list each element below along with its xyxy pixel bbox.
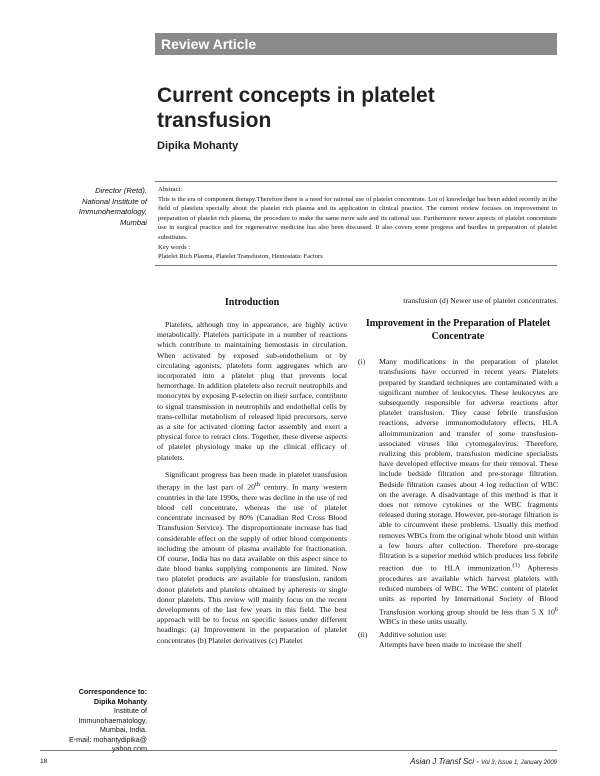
intro-paragraph-2 bbox=[157, 470, 347, 646]
journal-volume: Vol 3, Issue 1, January 2009 bbox=[481, 760, 557, 766]
item-number: (i) bbox=[358, 357, 366, 367]
item-text bbox=[379, 630, 558, 650]
correspondence-name: Dipika Mohanty bbox=[93, 696, 147, 706]
abstract-text: This is the era of component therapy.Therefore there is a need for rational use of platelet concentrate. Lot of knowledge has been added recently in the field of platelets specially about the platelet rich plasma and its application in clinical practice. The current review focuses on improvement in preparation of platelet rich plasma, the procedure to make the same more safe and its rational use. Furthermore newer aspects of platelet concentrate use in surgical practice and for regenerative medicine has also been discussed. It also covers some progress and hurdles in preparation of platelet substitutes. bbox=[158, 195, 557, 241]
journal-name: Asian J Transf Sci - bbox=[410, 757, 482, 766]
correspondence-email: E-mail: mohantydipika@ bbox=[68, 734, 147, 744]
correspondence-email-domain: yahoo.com bbox=[111, 744, 147, 753]
list-item bbox=[358, 357, 558, 627]
intro-paragraph-1: Platelets, although tiny in appearance, are highly active metabolically. Platelets participate in a number of reactions which contribute to maintaining hemostasis in circulation. When activated by exposed sub-endothelium or by circulating agonists, platelets form aggregates which are incorporated into a platelet plug that prevents local hemorrhage. In addition platelets also recruit neutrophils and monocytes by exposing P-selectin on their surface, contribute to signal transmission in neutrophils and endothelial cells by trans-cellular metabolism of released lipid precursors, serve as a site for activated clotting factor assembly and exert a physical force to retract clots. Together, these diverse aspects of platelet physiology make up the clinical efficacy of platelets. bbox=[157, 320, 347, 462]
item2-label: Additive solution use: bbox=[379, 629, 447, 639]
page-footer bbox=[40, 750, 557, 766]
correspondence-label: Correspondence to: bbox=[78, 687, 147, 696]
intro-p2-text-a: Significant progress has been made in platelet transfusion therapy in the last part of 20 bbox=[157, 469, 347, 492]
correspondence-line: Immunohaematology, bbox=[78, 715, 147, 725]
item1-text-a: Many modifications in the preparation of platelet transfusions have occurred in recent years. Platelets prepared by standard techniques are contaminated with a significant number of leukocytes. These leukocytes are subsequently responsible for adverse reactions after platelet transfusion. They cause febrile transfusion reactions, adverse immunomodulatory effects, HLA alloimmunization and transfer of some transfusion-associated viruses like cytomegalovirus. Therefore, realizing this problem, transfusion medicine specialists have developed effective means for their removal. These include bedside filtration and pre-storage filtration. Bedside filtration causes about 4 log reduction of WBC on the average. A disadvantage of this method is that it does not remove cytokines or the WBC fragments released during storage. However, pre-storage filtration is able to circumvent these problems. Usually this method removes WBCs from the original whole blood unit within a few hours after collection. Therefore pre-storage filtration is a superior method which produces less febrile reaction due to HLA immunization. bbox=[379, 357, 558, 573]
page-number: 18 bbox=[40, 758, 48, 765]
section-label: Review Article bbox=[161, 36, 257, 52]
affiliation-line: Immunohematology, bbox=[78, 207, 147, 216]
item2-text: Attempts have been made to increase the shelf bbox=[379, 639, 522, 649]
author-affiliation bbox=[60, 186, 147, 228]
correspondence-line: Institute of bbox=[113, 706, 147, 715]
left-column bbox=[157, 296, 347, 653]
keywords-label: Key words : bbox=[158, 243, 191, 251]
affiliation-line: Mumbai bbox=[119, 217, 147, 227]
keywords-text: Platelet Rich Plasma, Platelet Transfusion, Hemostatic Factors bbox=[158, 253, 323, 261]
correspondence-line: Mumbai, India. bbox=[99, 725, 147, 734]
list-item bbox=[358, 630, 558, 650]
exponent-superscript: 6 bbox=[554, 605, 558, 613]
introduction-heading: Introduction bbox=[224, 297, 280, 308]
right-column-lead: transfusion (d) Newer use of platelet concentrates. bbox=[403, 296, 558, 305]
right-column bbox=[358, 296, 558, 652]
section-banner bbox=[155, 33, 557, 55]
item-number: (ii) bbox=[358, 629, 368, 639]
item-text bbox=[379, 357, 558, 627]
abstract-label: Abstract: bbox=[158, 186, 183, 193]
item1-text-b: Apheresis procedures are available which harvest platelets with reduced numbers of WBC. The WBC content of platelet units as reported by International Society of Blood Transfusion working group should be less than 5 X 10 bbox=[379, 563, 558, 617]
correspondence-block bbox=[40, 687, 147, 754]
article-author: Dipika Mohanty bbox=[157, 140, 239, 152]
article-title: Current concepts in platelet transfusion bbox=[157, 84, 435, 132]
journal-citation bbox=[410, 757, 557, 766]
item1-text-c: WBCs in these units usually. bbox=[379, 617, 468, 627]
abstract-box bbox=[155, 181, 557, 266]
preparation-heading: Improvement in the Preparation of Platelet Concentrate bbox=[365, 318, 551, 343]
reference-superscript: (1) bbox=[512, 562, 520, 570]
affiliation-line: Director (Retd), bbox=[95, 186, 147, 195]
intro-p2-text-b: century. In many western countries in the late 1990s, there was decline in the use of red blood cell concentrate, whereas the use of platelet concentrate increased by 80% (Canadian Red Cross Blood Transfusion Service). The disproportionate increase has had considerable effect on the supply of other blood components including the amount of plasma available for fractionation. Of course, India has no data available on this aspect since to date blood banks supplying components are limited. Now two platelet products are available for transfusion, random donor platelets and platelets obtained by apheresis or single donor platelets. This review will mainly focus on the recent developments of the last few years in this field. The best approach will be to focus on specific issues under different headings: (a) Improvement in the preparation of platelet concentrates (b) Platelet derivatives (c) Platelet bbox=[157, 482, 347, 645]
affiliation-line: National Institute of bbox=[81, 196, 147, 206]
intro-p2-superscript: th bbox=[254, 481, 260, 489]
